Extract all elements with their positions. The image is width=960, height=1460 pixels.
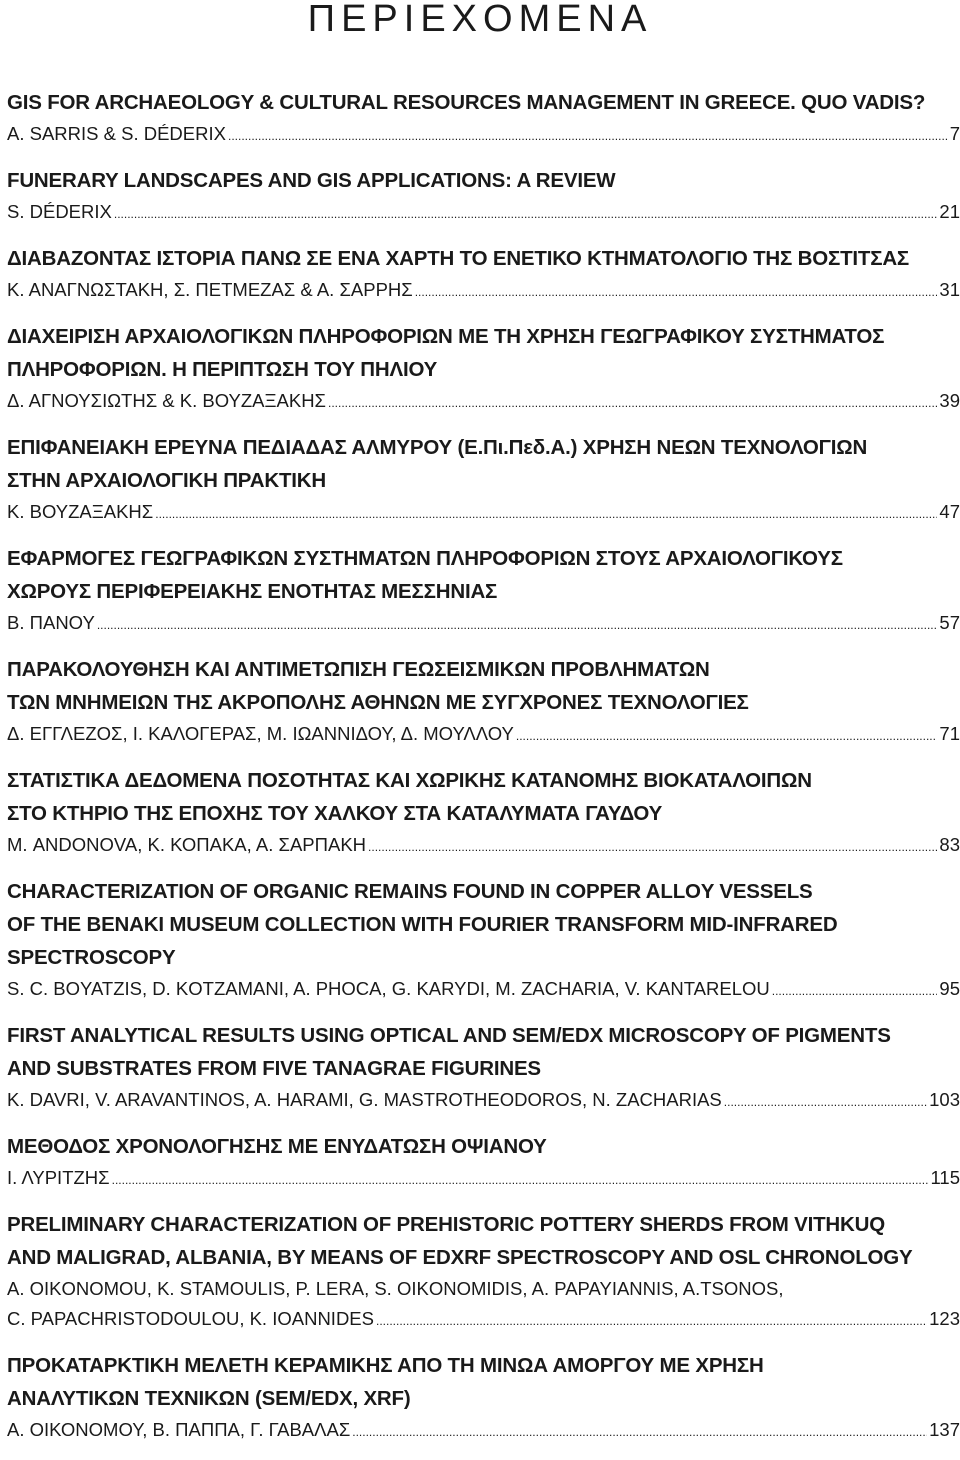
entry-author-row bbox=[7, 386, 960, 418]
dot-leader bbox=[415, 275, 938, 307]
entry-title-line: ΣΤΟ ΚΤΗΡΙΟ ΤΗΣ ΕΠΟΧΗΣ ΤΟΥ ΧΑΛΚΟΥ ΣΤΑ ΚΑΤΑΛΥΜΑΤΑ ΓΑΥΔΟΥ bbox=[7, 797, 960, 830]
entry-title-line: FIRST ANALYTICAL RESULTS USING OPTICAL AND SEM/EDX MICROSCOPY OF PIGMENTS bbox=[7, 1019, 960, 1052]
dot-leader bbox=[97, 608, 938, 640]
entry-authors: Δ. ΕΓΓΛΕΖΟΣ, Ι. ΚΑΛΟΓΕΡΑΣ, Μ. ΙΩΑΝΝΙΔΟΥ, Δ. ΜΟΥΛΛΟΥ bbox=[7, 719, 516, 749]
entry-title bbox=[7, 764, 960, 830]
toc-entry bbox=[7, 1019, 960, 1117]
entry-title bbox=[7, 875, 960, 974]
entry-page-number: 137 bbox=[927, 1415, 960, 1445]
entry-author-row bbox=[7, 608, 960, 640]
dot-leader bbox=[772, 974, 938, 1006]
entry-title bbox=[7, 1130, 960, 1163]
entry-authors: K. DAVRI, V. ARAVANTINOS, A. HARAMI, G. MASTROTHEODOROS, N. ZACHARIAS bbox=[7, 1085, 724, 1115]
entry-title-line: ΠΛΗΡΟΦΟΡΙΩΝ. Η ΠΕΡΙΠΤΩΣΗ ΤΟΥ ΠΗΛΙΟΥ bbox=[7, 353, 960, 386]
entry-title-line: GIS FOR ARCHAEOLOGY & CULTURAL RESOURCES MANAGEMENT IN GREECE. QUO VADIS? bbox=[7, 86, 960, 119]
entry-page-number: 95 bbox=[937, 974, 960, 1004]
toc-entry bbox=[7, 320, 960, 418]
entry-page-number: 103 bbox=[927, 1085, 960, 1115]
entry-title-line: SPECTROSCOPY bbox=[7, 941, 960, 974]
entry-page-number: 115 bbox=[929, 1163, 960, 1193]
entry-title bbox=[7, 1208, 960, 1274]
entry-title bbox=[7, 653, 960, 719]
entry-authors: C. PAPACHRISTODOULOU, K. IOANNIDES bbox=[7, 1304, 376, 1334]
entry-page-number: 7 bbox=[948, 119, 960, 149]
entry-authors: Ι. ΛΥΡΙΤΖΗΣ bbox=[7, 1163, 112, 1193]
toc-entries bbox=[7, 86, 960, 1460]
entry-author-row bbox=[7, 1304, 960, 1336]
dot-leader bbox=[328, 386, 937, 418]
entry-author-row bbox=[7, 1085, 960, 1117]
toc-entry bbox=[7, 875, 960, 1006]
entry-author-row bbox=[7, 497, 960, 529]
entry-author-row bbox=[7, 1415, 960, 1447]
entry-author-row bbox=[7, 275, 960, 307]
entry-authors: S. C. BOYATZIS, D. KOTZAMANI, A. PHOCA, G. KARYDI, M. ZACHARIA, V. KANTARELOU bbox=[7, 974, 772, 1004]
dot-leader bbox=[228, 119, 948, 151]
entry-authors: Δ. ΑΓΝΟΥΣΙΩΤΗΣ & Κ. ΒΟΥΖΑΞΑΚΗΣ bbox=[7, 386, 328, 416]
entry-title-line: ΠΑΡΑΚΟΛΟΥΘΗΣΗ ΚΑΙ ΑΝΤΙΜΕΤΩΠΙΣΗ ΓΕΩΣΕΙΣΜΙΚΩΝ ΠΡΟΒΛΗΜΑΤΩΝ bbox=[7, 653, 960, 686]
entry-title-line: ΕΠΙΦΑΝΕΙΑΚΗ ΕΡΕΥΝΑ ΠΕΔΙΑΔΑΣ ΑΛΜΥΡΟΥ (Ε.Πι.Πεδ.Α.) ΧΡΗΣΗ ΝΕΩΝ ΤΕΧΝΟΛΟΓΙΩΝ bbox=[7, 431, 960, 464]
entry-page-number: 21 bbox=[937, 197, 960, 227]
entry-title-line: AND MALIGRAD, ALBANIA, BY MEANS OF EDXRF SPECTROSCOPY AND OSL CHRONOLOGY bbox=[7, 1241, 960, 1274]
toc-entry bbox=[7, 764, 960, 862]
entry-title-line: ΔΙΑΧΕΙΡΙΣΗ ΑΡΧΑΙΟΛΟΓΙΚΩΝ ΠΛΗΡΟΦΟΡΙΩΝ ΜΕ ΤΗ ΧΡΗΣΗ ΓΕΩΓΡΑΦΙΚΟΥ ΣΥΣΤΗΜΑΤΟΣ bbox=[7, 320, 960, 353]
entry-title bbox=[7, 86, 960, 119]
entry-authors: S. DÉDERIX bbox=[7, 197, 114, 227]
entry-page-number: 123 bbox=[927, 1304, 960, 1334]
page-title: ΠΕΡΙΕΧΟΜΕΝΑ bbox=[0, 0, 960, 41]
dot-leader bbox=[114, 197, 938, 229]
entry-author-row bbox=[7, 119, 960, 151]
dot-leader bbox=[516, 719, 938, 751]
toc-entry bbox=[7, 653, 960, 751]
entry-title-line: ΧΩΡΟΥΣ ΠΕΡΙΦΕΡΕΙΑΚΗΣ ΕΝΟΤΗΤΑΣ ΜΕΣΣΗΝΙΑΣ bbox=[7, 575, 960, 608]
toc-entry bbox=[7, 542, 960, 640]
toc-entry bbox=[7, 86, 960, 151]
entry-title bbox=[7, 1349, 960, 1415]
entry-title-line: ΕΦΑΡΜΟΓΕΣ ΓΕΩΓΡΑΦΙΚΩΝ ΣΥΣΤΗΜΑΤΩΝ ΠΛΗΡΟΦΟΡΙΩΝ ΣΤΟΥΣ ΑΡΧΑΙΟΛΟΓΙΚΟΥΣ bbox=[7, 542, 960, 575]
entry-title bbox=[7, 242, 960, 275]
entry-page-number: 57 bbox=[937, 608, 960, 638]
entry-authors: Β. ΠΑΝΟΥ bbox=[7, 608, 97, 638]
dot-leader bbox=[112, 1163, 929, 1195]
dot-leader bbox=[352, 1415, 927, 1447]
toc-entry bbox=[7, 1349, 960, 1447]
entry-author-row bbox=[7, 719, 960, 751]
entry-author-row bbox=[7, 1163, 960, 1195]
entry-title-line: CHARACTERIZATION OF ORGANIC REMAINS FOUND IN COPPER ALLOY VESSELS bbox=[7, 875, 960, 908]
entry-title bbox=[7, 1019, 960, 1085]
dot-leader bbox=[155, 497, 937, 529]
entry-authors-line: A. OIKONOMOU, K. STAMOULIS, P. LERA, S. OIKONOMIDIS, A. PAPAYIANNIS, A.TSONOS, bbox=[7, 1274, 960, 1304]
toc-entry bbox=[7, 431, 960, 529]
entry-authors: Κ. ΒΟΥΖΑΞΑΚΗΣ bbox=[7, 497, 155, 527]
entry-title-line: OF THE BENAKI MUSEUM COLLECTION WITH FOURIER TRANSFORM MID-INFRARED bbox=[7, 908, 960, 941]
entry-author-row bbox=[7, 197, 960, 229]
entry-title-line: ΣΤΑΤΙΣΤΙΚΑ ΔΕΔΟΜΕΝΑ ΠΟΣΟΤΗΤΑΣ ΚΑΙ ΧΩΡΙΚΗΣ ΚΑΤΑΝΟΜΗΣ ΒΙΟΚΑΤΑΛΟΙΠΩΝ bbox=[7, 764, 960, 797]
entry-page-number: 47 bbox=[937, 497, 960, 527]
entry-title-line: ΜΕΘΟΔΟΣ ΧΡΟΝΟΛΟΓΗΣΗΣ ΜΕ ΕΝΥΔΑΤΩΣΗ ΟΨΙΑΝΟΥ bbox=[7, 1130, 960, 1163]
entry-title-line: ΤΩΝ ΜΝΗΜΕΙΩΝ ΤΗΣ ΑΚΡΟΠΟΛΗΣ ΑΘΗΝΩΝ ΜΕ ΣΥΓΧΡΟΝΕΣ ΤΕΧΝΟΛΟΓΙΕΣ bbox=[7, 686, 960, 719]
entry-title bbox=[7, 431, 960, 497]
entry-authors: Μ. ANDONOVA, Κ. ΚΟΠΑΚΑ, Α. ΣΑΡΠΑΚΗ bbox=[7, 830, 368, 860]
entry-page-number: 39 bbox=[937, 386, 960, 416]
toc-entry bbox=[7, 164, 960, 229]
entry-page-number: 31 bbox=[937, 275, 960, 305]
entry-page-number: 83 bbox=[937, 830, 960, 860]
toc-entry bbox=[7, 242, 960, 307]
entry-page-number: 71 bbox=[937, 719, 960, 749]
entry-title-line: ΔΙΑΒΑΖΟΝΤΑΣ ΙΣΤΟΡΙΑ ΠΑΝΩ ΣΕ ΕΝΑ ΧΑΡΤΗ ΤΟ ΕΝΕΤΙΚΟ ΚΤΗΜΑΤΟΛΟΓΙΟ ΤΗΣ ΒΟΣΤΙΤΣΑΣ bbox=[7, 242, 960, 275]
dot-leader bbox=[724, 1085, 927, 1117]
entry-title-line: AND SUBSTRATES FROM FIVE TANAGRAE FIGURINES bbox=[7, 1052, 960, 1085]
entry-title bbox=[7, 320, 960, 386]
entry-title bbox=[7, 542, 960, 608]
entry-authors: Α. ΟΙΚΟΝΟΜΟΥ, Β. ΠΑΠΠΑ, Γ. ΓΑΒΑΛΑΣ bbox=[7, 1415, 352, 1445]
entry-title bbox=[7, 164, 960, 197]
entry-authors: A. SARRIS & S. DÉDERIX bbox=[7, 119, 228, 149]
toc-entry bbox=[7, 1208, 960, 1336]
entry-authors: Κ. ΑΝΑΓΝΩΣΤΑΚΗ, Σ. ΠΕΤΜΕΖΑΣ & Α. ΣΑΡΡΗΣ bbox=[7, 275, 415, 305]
toc-entry bbox=[7, 1130, 960, 1195]
entry-title-line: ΣΤΗΝ ΑΡΧΑΙΟΛΟΓΙΚΗ ΠΡΑΚΤΙΚΗ bbox=[7, 464, 960, 497]
entry-title-line: ΠΡΟΚΑΤΑΡΚΤΙΚΗ ΜΕΛΕΤΗ ΚΕΡΑΜΙΚΗΣ ΑΠΟ ΤΗ ΜΙΝΩΑ ΑΜΟΡΓΟΥ ΜΕ ΧΡΗΣΗ bbox=[7, 1349, 960, 1382]
entry-title-line: ΑΝΑΛΥΤΙΚΩΝ ΤΕΧΝΙΚΩΝ (SEM/EDX, XRF) bbox=[7, 1382, 960, 1415]
entry-author-row bbox=[7, 830, 960, 862]
entry-title-line: FUNERARY LANDSCAPES AND GIS APPLICATIONS: A REVIEW bbox=[7, 164, 960, 197]
entry-title-line: PRELIMINARY CHARACTERIZATION OF PREHISTORIC POTTERY SHERDS FROM VITHKUQ bbox=[7, 1208, 960, 1241]
entry-author-row bbox=[7, 974, 960, 1006]
dot-leader bbox=[376, 1304, 927, 1336]
dot-leader bbox=[368, 830, 937, 862]
